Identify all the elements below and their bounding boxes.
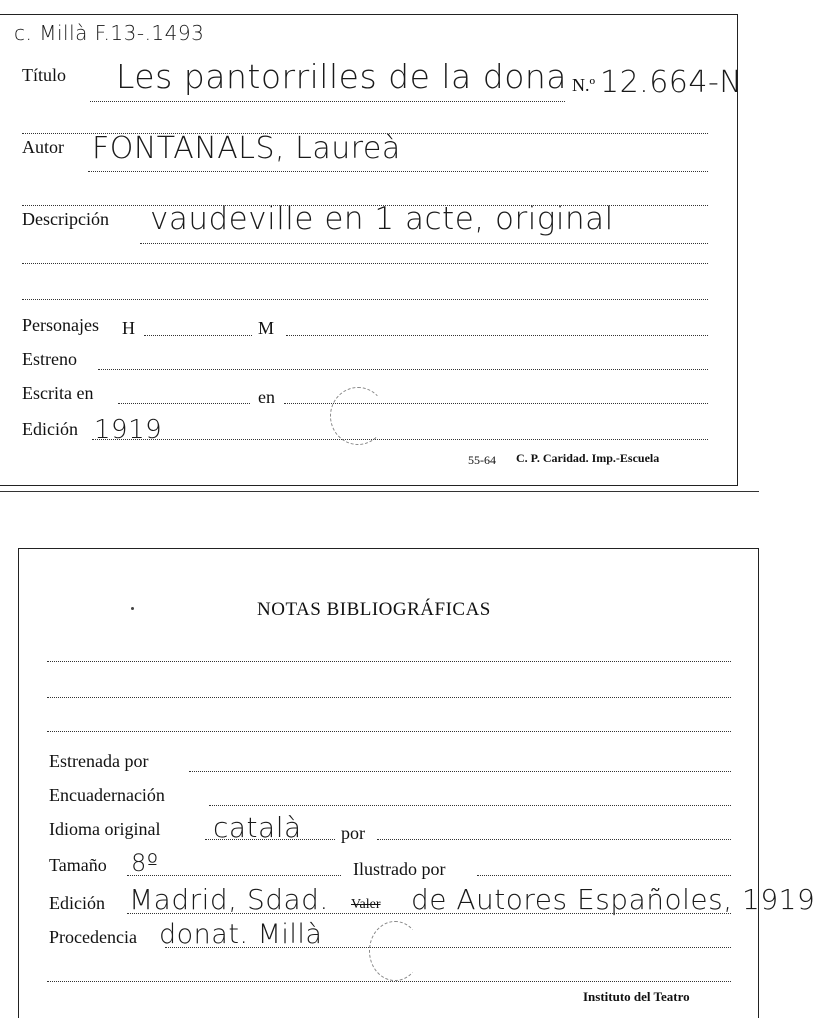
idioma-value: català bbox=[213, 811, 302, 844]
titulo-line bbox=[90, 101, 565, 102]
ilustrado-label: Ilustrado por bbox=[353, 859, 446, 879]
notas-heading: NOTAS BIBLIOGRÁFICAS bbox=[257, 599, 491, 620]
notas-line-1 bbox=[47, 661, 731, 662]
institution-name: Instituto del Teatro bbox=[583, 989, 690, 1004]
estreno-label: Estreno bbox=[22, 349, 77, 369]
edicion-value: 1919 bbox=[94, 415, 163, 445]
top-handwritten-note: c. Millà F.13-.1493 bbox=[14, 21, 205, 45]
escrita-label: Escrita en bbox=[22, 383, 94, 403]
estreno-line bbox=[98, 369, 708, 370]
card-separator bbox=[0, 491, 759, 492]
idioma-por-line bbox=[377, 839, 731, 840]
back-edicion-label: Edición bbox=[49, 893, 105, 913]
descripcion-line-3 bbox=[22, 299, 708, 300]
catalog-card-back bbox=[18, 548, 815, 1018]
notas-line-2 bbox=[47, 697, 731, 698]
procedencia-value: donat. Millà bbox=[159, 919, 323, 950]
titulo-label: Título bbox=[22, 65, 66, 85]
procedencia-extra-line bbox=[47, 981, 731, 982]
procedencia-label: Procedencia bbox=[49, 927, 137, 947]
descripcion-value: vaudeville en 1 acte, original bbox=[150, 201, 614, 237]
tamano-value: 8º bbox=[131, 849, 159, 877]
personajes-m-label: M bbox=[258, 318, 275, 338]
descripcion-line bbox=[140, 243, 708, 244]
personajes-m-line bbox=[286, 335, 708, 336]
autor-label: Autor bbox=[22, 137, 64, 157]
idioma-por-label: por bbox=[341, 823, 365, 843]
estrenada-label: Estrenada por bbox=[49, 751, 149, 771]
descripcion-line-2 bbox=[22, 263, 708, 264]
personajes-label: Personajes bbox=[22, 315, 99, 335]
descripcion-label: Descripción bbox=[22, 209, 109, 229]
numero-label: N.º bbox=[572, 75, 596, 95]
tamano-line bbox=[127, 875, 341, 876]
notas-line-3 bbox=[47, 731, 731, 732]
autor-line bbox=[88, 171, 708, 172]
encuadernacion-line bbox=[209, 805, 731, 806]
speck bbox=[131, 607, 134, 610]
numero-value: 12.664-N bbox=[600, 65, 743, 100]
printer-code: 55-64 bbox=[468, 453, 496, 467]
ink-smudge bbox=[330, 387, 386, 445]
back-edicion-value-a: Madrid, Sdad. bbox=[129, 883, 329, 916]
catalog-card-front bbox=[0, 14, 743, 486]
edicion-line bbox=[92, 439, 708, 440]
tamano-label: Tamaño bbox=[49, 855, 107, 875]
escrita-en-label: en bbox=[258, 387, 275, 407]
encuadernacion-label: Encuadernación bbox=[49, 785, 165, 805]
titulo-value: Les pantorrilles de la dona bbox=[116, 57, 568, 96]
personajes-h-line bbox=[144, 335, 252, 336]
back-edicion-struck: Valer bbox=[351, 897, 381, 912]
ink-smudge-back bbox=[369, 921, 421, 981]
edicion-label: Edición bbox=[22, 419, 78, 439]
autor-value: FONTANALS, Laureà bbox=[92, 131, 401, 166]
printer-name: C. P. Caridad. Imp.-Escuela bbox=[516, 451, 660, 465]
idioma-label: Idioma original bbox=[49, 819, 161, 839]
escrita-line bbox=[118, 403, 250, 404]
back-edicion-value-b: de Autores Españoles, 1919 bbox=[411, 883, 815, 916]
personajes-h-label: H bbox=[122, 318, 135, 338]
estrenada-line bbox=[189, 771, 731, 772]
ilustrado-line bbox=[477, 875, 731, 876]
